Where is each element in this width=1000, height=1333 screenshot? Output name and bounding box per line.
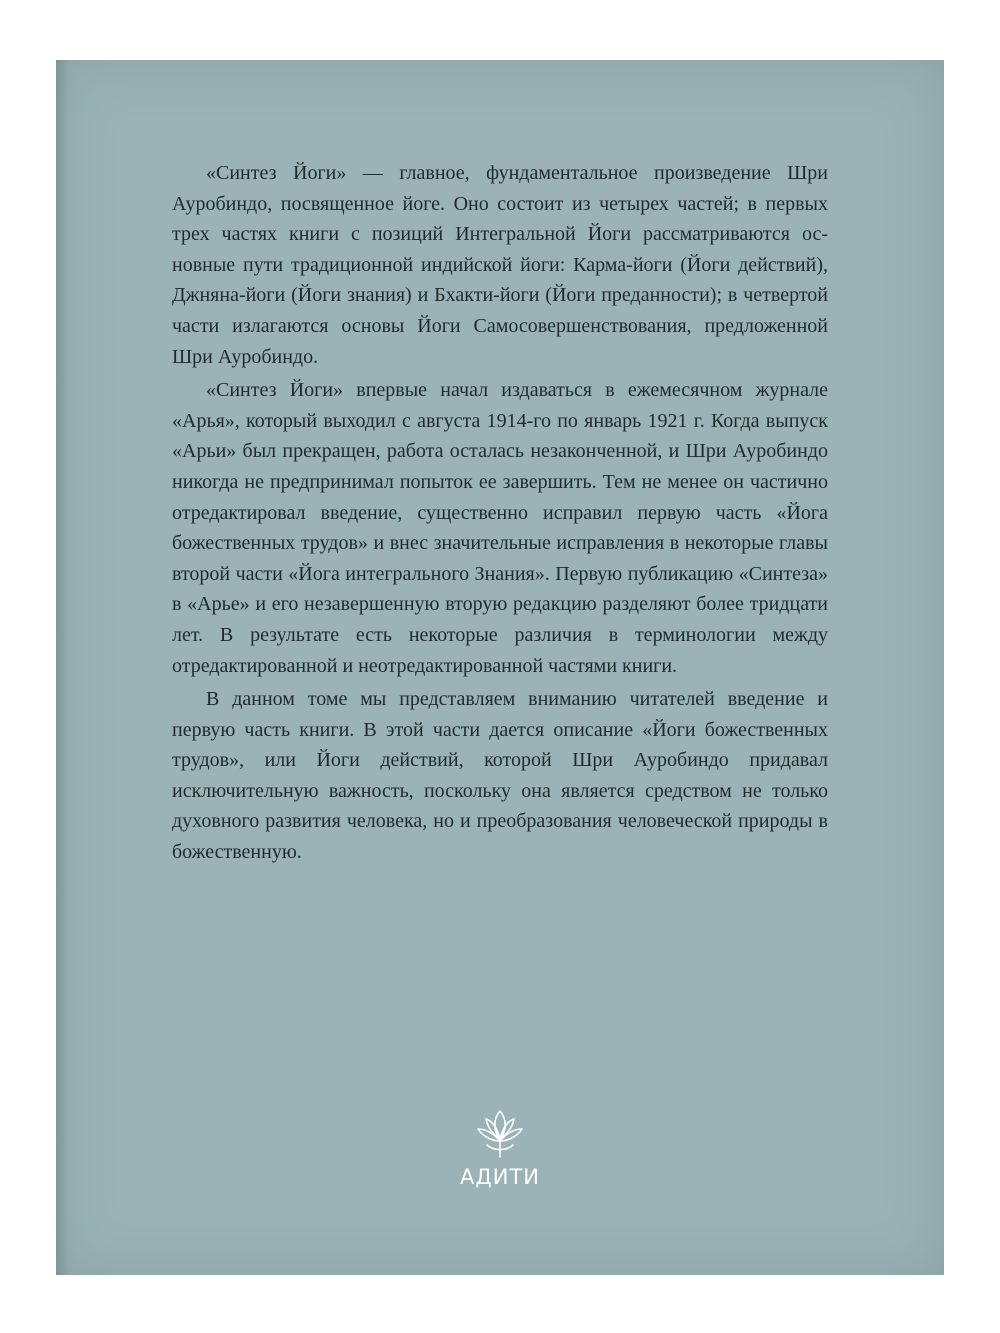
blurb-paragraph-2: «Синтез Йоги» впервые начал издаваться в ежемесячном журнале «Арья», который выходил с августа 1914-го по январь 1921 г. Когда выпуск «Арьи» был прекращен, работа осталась незаконченной, и Шри Ауробиндо никогда не предпринимал попыток ее завершить. Тем не менее он частично отредактировал введение, существенно исправил первую часть «Йога божественных трудов» и внес значительные исправления в некоторые главы второй части «Йога интегрального Знания». Первую публикацию «Синтеза» в «Арье» и его незавершенную вторую редакцию разделяют более тридцати лет. В результате есть некоторые различия в терминологии между отредактированной и неотредактированной частями книги.: [172, 379, 828, 677]
publisher-name: АДИТИ: [459, 1165, 541, 1189]
publisher-logo: [450, 1105, 550, 1189]
cover-blurb: [172, 158, 828, 871]
lotus-icon: [473, 1105, 527, 1159]
blurb-paragraph-1: «Синтез Йоги» — главное, фундаментальное произведение Шри Ауробиндо, посвященное йоге. Оно состоит из четырех частей; в первых трех частях книги с позиций Интегральной Йоги рассматриваются основные пути традиционной индийской йоги: Карма-йоги (Йоги действий), Джняна-йоги (Йоги знания) и Бхакти-йоги (Йоги преданности); в четвертой части излагаются основы Йоги Самосовершенствования, предложенной Шри Ауробиндо.: [172, 162, 828, 368]
blurb-paragraph-3: В данном томе мы представляем вниманию читателей введение и первую часть книги. В этой части дается описание «Йоги божественных трудов», или Йоги действий, которой Шри Ауробиндо придавал исключительную важность, поскольку она является средством не только духовного развития человека, но и преобразования человеческой природы в божественную.: [172, 688, 828, 864]
cover-edge-shadow: [56, 60, 70, 1275]
